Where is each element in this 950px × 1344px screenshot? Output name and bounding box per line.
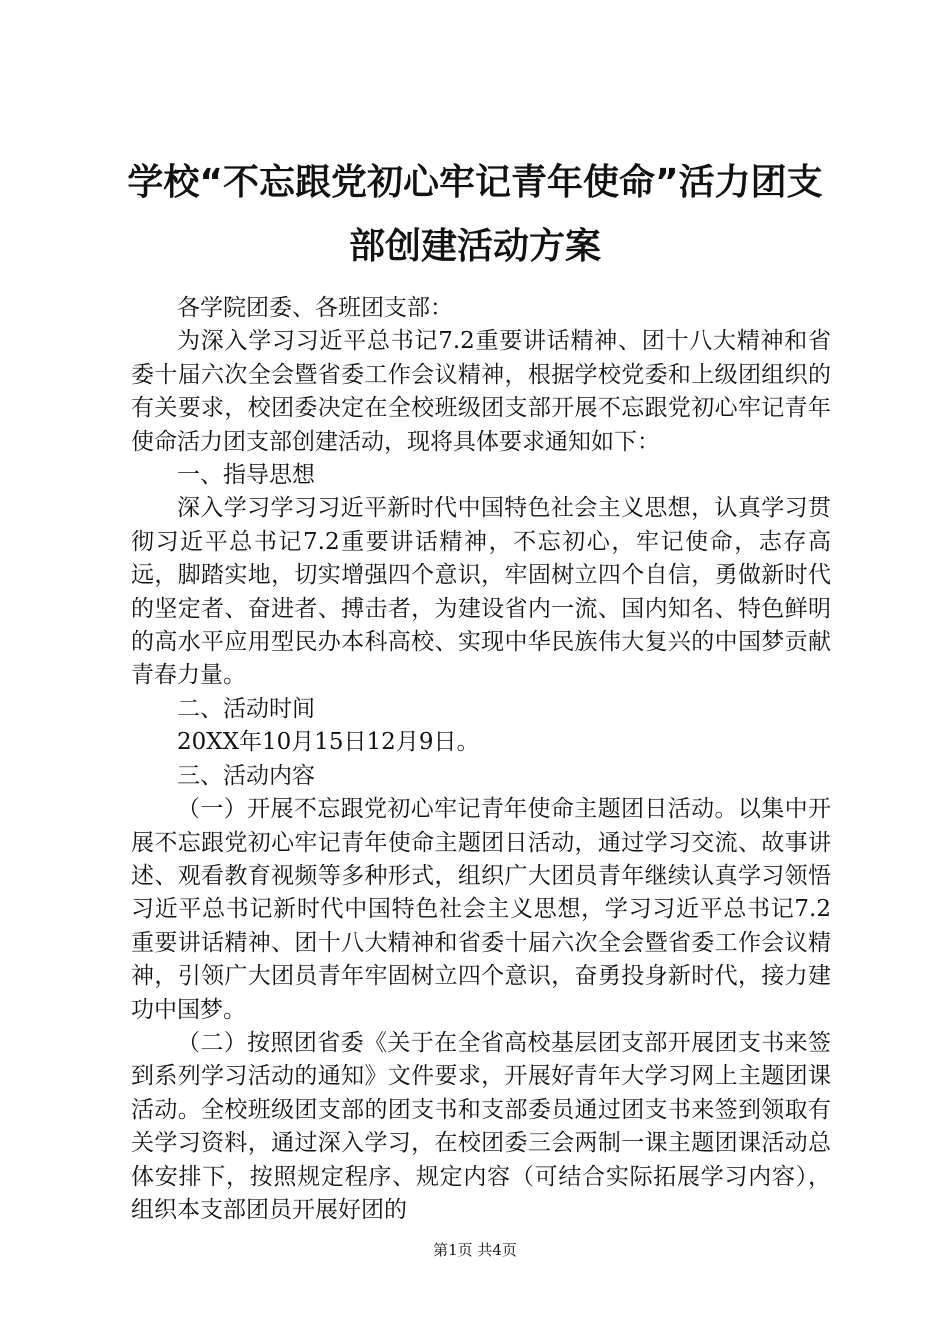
intro-paragraph: 为深入学习习近平总书记7.2重要讲话精神、团十八大精神和省委十届六次全会暨省委工作会议精神，根据学校党委和上级团组织的有关要求，校团委决定在全校班级团支部开展不忘跟党初心牢记青年使命活力团支部创建活动，现将具体要求通知如下： <box>131 328 831 455</box>
section-heading-guiding-ideology: 一、指导思想 <box>177 462 315 489</box>
activity-time-paragraph: 20XX年10月15日12月9日。 <box>177 729 480 756</box>
document-title-line-1: 学校“不忘跟党初心牢记青年使命”活力团支 <box>127 162 823 203</box>
guiding-ideology-paragraph: 深入学习学习习近平新时代中国特色社会主义思想，认真学习贯彻习近平总书记7.2重要讲话精神，不忘初心，牢记使命，志存高远，脚踏实地，切实增强四个意识，牢固树立四个自信，勇做新时代的坚定者、奋进者、搏击者，为建设省内一流、国内知名、特色鲜明的高水平应用型民办本科高校、实现中华民族伟大复兴的中国梦贡献青春力量。 <box>131 495 831 689</box>
document-title-line-2: 部创建活动方案 <box>348 226 601 267</box>
activity-content-item-1: （一）开展不忘跟党初心牢记青年使命主题团日活动。以集中开展不忘跟党初心牢记青年使命主题团日活动，通过学习交流、故事讲述、观看教育视频等多种形式，组织广大团员青年继续认真学习领悟习近平总书记新时代中国特色社会主义思想，学习习近平总书记7.2重要讲话精神、团十八大精神和省委十届六次全会暨省委工作会议精神，引领广大团员青年牢固树立四个意识，奋勇投身新时代，接力建功中国梦。 <box>131 796 831 1023</box>
salutation: 各学院团委、各班团支部： <box>177 295 453 321</box>
document-body <box>131 292 831 1227</box>
section-heading-activity-time: 二、活动时间 <box>177 695 315 722</box>
section-heading-activity-content: 三、活动内容 <box>177 762 315 789</box>
page-number-footer: 第1页 共4页 <box>433 1241 517 1259</box>
activity-content-item-2: （二）按照团省委《关于在全省高校基层团支部开展团支书来签到系列学习活动的通知》文件要求，开展好青年大学习网上主题团课活动。全校班级团支部的团支书和支部委员通过团支书来签到领取有关学习资料，通过深入学习，在校团委三会两制一课主题团课活动总体安排下，按照规定程序、规定内容（可结合实际拓展学习内容），组织本支部团员开展好团的 <box>131 1029 831 1223</box>
